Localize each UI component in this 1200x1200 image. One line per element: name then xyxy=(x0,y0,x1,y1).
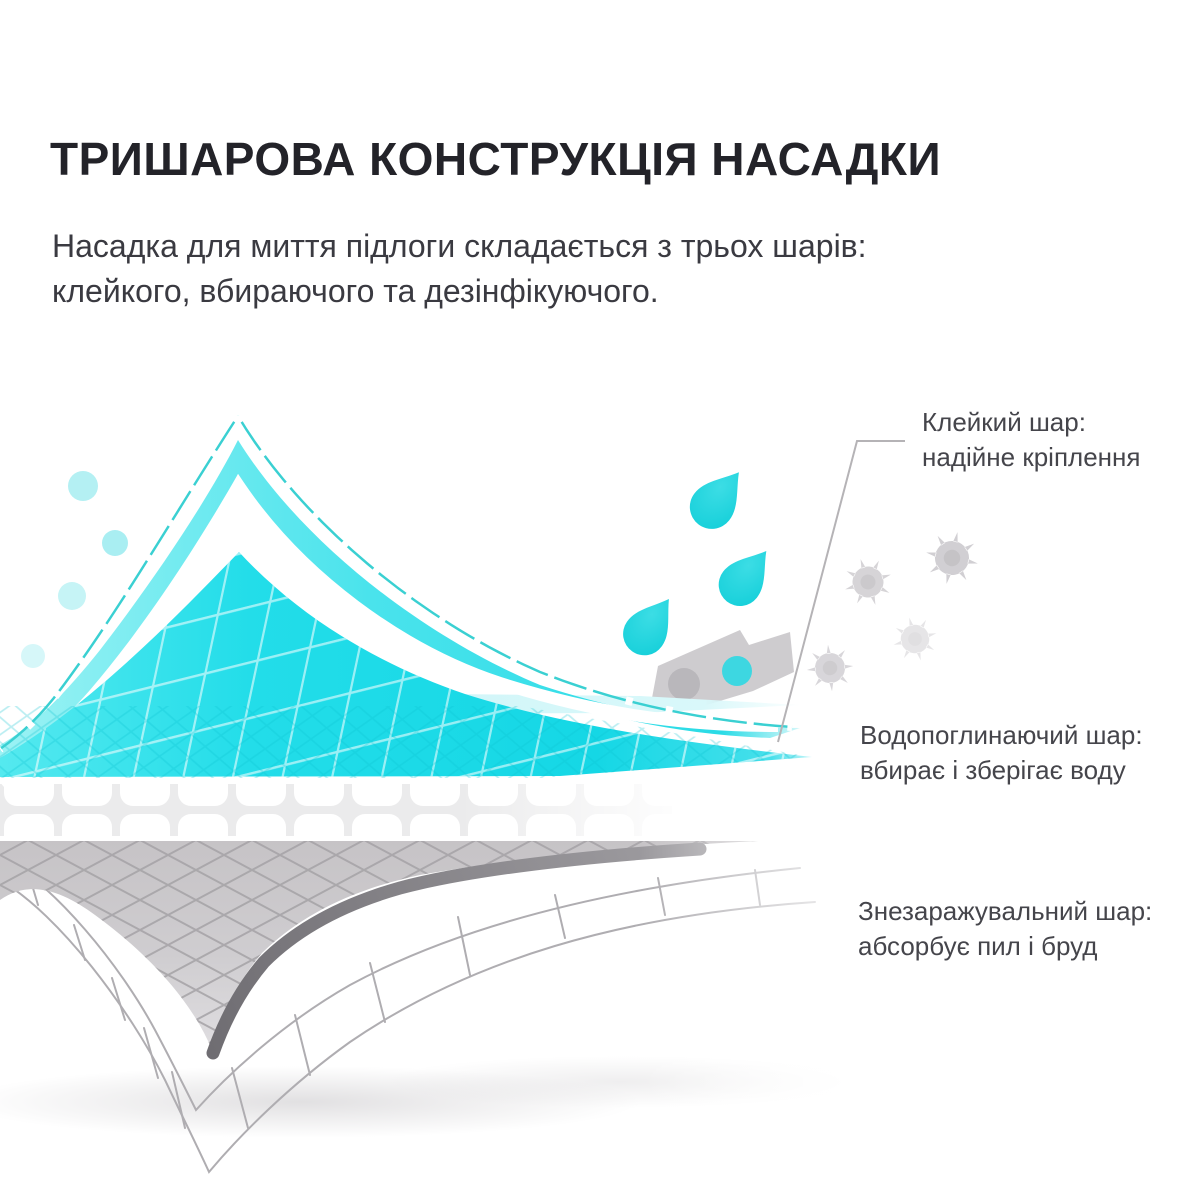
callout-title: Знезаражувальний шар: xyxy=(858,896,1153,926)
subtitle-line-1: Насадка для миття підлоги складається з трьох шарів: xyxy=(52,228,867,264)
quilted-core-layer xyxy=(0,780,690,840)
disinfecting-mesh-layer xyxy=(0,828,940,1200)
callout-disinfecting-layer xyxy=(858,894,1152,964)
dust-debris-icon xyxy=(652,630,794,707)
water-droplet-icons xyxy=(615,459,783,664)
callout-absorbent-layer xyxy=(860,718,1143,788)
callout-description: надійне кріплення xyxy=(922,442,1141,472)
absorbent-mesh-layer xyxy=(0,440,812,782)
germ-icons xyxy=(805,527,984,694)
page-title: ТРИШАРОВА КОНСТРУКЦІЯ НАСАДКИ xyxy=(50,133,942,185)
page-subtitle xyxy=(52,224,1032,314)
callout-description: абсорбує пил і бруд xyxy=(858,931,1098,961)
callout-description: вбирає і зберігає воду xyxy=(860,755,1126,785)
subtitle-line-2: клейкого, вбираючого та дезінфікуючого. xyxy=(52,273,659,309)
callout-adhesive-layer xyxy=(922,405,1140,475)
callout-title: Клейкий шар: xyxy=(922,407,1086,437)
callout-title: Водопоглинаючий шар: xyxy=(860,720,1143,750)
